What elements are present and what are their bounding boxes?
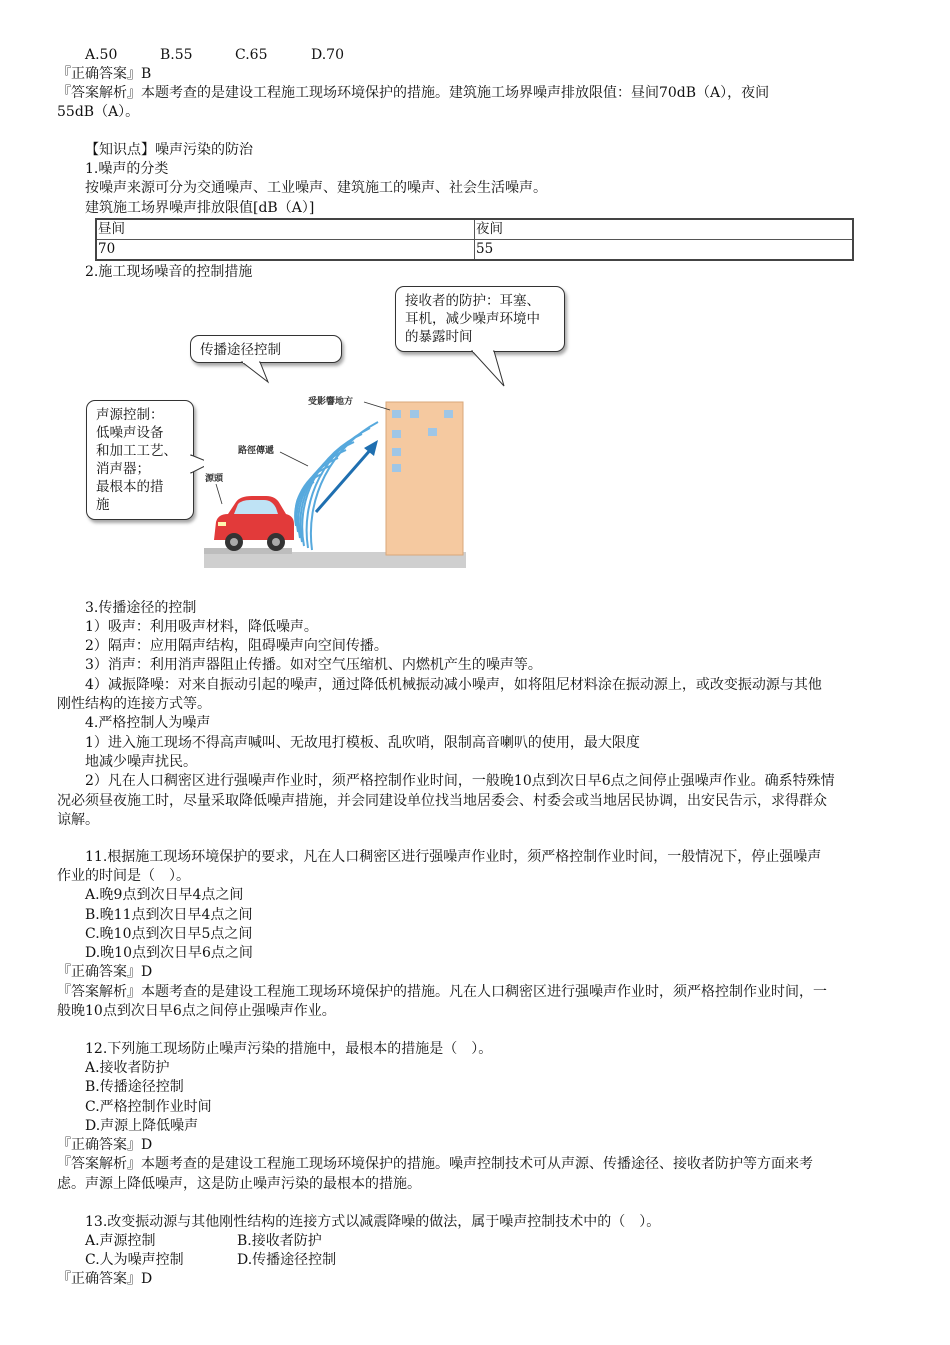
table-cell-day: 70: [96, 240, 475, 261]
source-bubble-line: 施: [96, 497, 110, 513]
receiver-bubble-tail: [470, 350, 510, 390]
section3-item: 1）吸声：利用吸声材料，降低噪声。: [85, 619, 318, 635]
q10-option-b: B.55: [160, 47, 193, 63]
noise-limit-table: [95, 218, 854, 261]
q11-answer: 『正确答案』D: [57, 964, 153, 980]
section4-item: 2）凡在人口稠密区进行强噪声作业时，须严格控制作业时间，一般晚10点到次日早6点之间停止强噪声作业。确系特殊情: [85, 773, 835, 789]
label-affected-area: 受影響地方: [308, 397, 354, 407]
section4-item: 况必须昼夜施工时，尽量采取降低噪声措施，并会同建设单位找当地居委会、村委会或当地居民协调，出安民告示，求得群众: [57, 793, 827, 809]
q10-option-d: D.70: [311, 47, 344, 63]
receiver-bubble-line: 耳机，减少噪声环境中: [405, 311, 540, 327]
q12-stem: 12.下列施工现场防止噪声污染的措施中，最根本的措施是（ ）。: [85, 1041, 493, 1057]
building: [386, 402, 463, 555]
section3-heading: 3.传播途径的控制: [85, 600, 197, 616]
source-control-bubble: [86, 400, 194, 520]
q11-analysis-line1: 『答案解析』本题考查的是建设工程施工现场环境保护的措施。凡在人口稠密区进行强噪声作业时，须严格控制作业时间，一: [57, 984, 827, 1000]
q11-analysis-line2: 般晚10点到次日早6点之间停止强噪声作业。: [57, 1003, 336, 1019]
q10-answer: 『正确答案』B: [57, 66, 152, 82]
source-bubble-line: 声源控制：: [96, 407, 164, 423]
window: [410, 410, 419, 418]
q11-option-b: B.晚11点到次日早4点之间: [85, 907, 253, 923]
section4-item: 地减少噪声扰民。: [85, 754, 197, 770]
q12-option-c: C.严格控制作业时间: [85, 1099, 212, 1115]
window: [392, 448, 401, 456]
knowledge-title: 【知识点】噪声污染的防治: [85, 142, 253, 158]
q12-answer: 『正确答案』D: [57, 1137, 153, 1153]
receiver-protection-bubble: [395, 286, 565, 352]
q12-option-b: B.传播途径控制: [85, 1079, 184, 1095]
receiver-bubble-line: 的暴露时间: [405, 329, 473, 345]
q11-stem-line2: 作业的时间是（ ）。: [57, 868, 190, 884]
q12-analysis-line2: 虑。声源上降低噪声，这是防止噪声污染的最根本的措施。: [57, 1176, 421, 1192]
section3-item: 刚性结构的连接方式等。: [57, 696, 211, 712]
q12-option-a: A.接收者防护: [85, 1060, 170, 1076]
q11-option-d: D.晚10点到次日早6点之间: [85, 945, 253, 961]
table-row: [96, 240, 853, 261]
source-bubble-line: 消声器；: [96, 461, 150, 477]
q10-analysis-line2: 55dB（A）。: [57, 104, 140, 120]
section3-item: 3）消声：利用消声器阻止传播。如对空气压缩机、内燃机产生的噪声等。: [85, 657, 542, 673]
window: [428, 428, 437, 436]
receiver-bubble-line: 接收者的防护：耳塞、: [405, 293, 540, 309]
q11-option-c: C.晚10点到次日早5点之间: [85, 926, 253, 942]
q13-option-c: C.人为噪声控制: [85, 1252, 184, 1268]
source-bubble-line: 和加工工艺、: [96, 443, 177, 459]
table-header-row: [96, 219, 853, 240]
section4-item: 1）进入施工现场不得高声喊叫、无故甩打模板、乱吹哨，限制高音喇叭的使用，最大限度: [85, 735, 640, 751]
source-bubble-line: 最根本的措: [96, 479, 164, 495]
q10-option-c: C.65: [235, 47, 268, 63]
section1-heading: 1.噪声的分类: [85, 161, 169, 177]
section3-item: 4）减振降噪：对来自振动引起的噪声，通过降低机械振动减小噪声，如将阻尼材料涂在振动源上，或改变振动源与其他: [85, 677, 822, 693]
table-cell-night: 55: [475, 240, 854, 261]
q10-analysis-line1: 『答案解析』本题考查的是建设工程施工现场环境保护的措施。建筑施工场界噪声排放限值：昼间70dB（A），夜间: [57, 85, 770, 101]
q13-stem: 13.改变振动源与其他刚性结构的连接方式以减震降噪的做法，属于噪声控制技术中的（ ）。: [85, 1214, 661, 1230]
table-caption: 建筑施工场界噪声排放限值[dB（A）]: [85, 200, 315, 216]
noise-propagation-illustration: [204, 390, 466, 568]
source-bubble-line: 低噪声设备: [96, 425, 164, 441]
q10-option-a: A.50: [85, 47, 118, 63]
q11-option-a: A.晚9点到次日早4点之间: [85, 887, 244, 903]
section4-heading: 4.严格控制人为噪声: [85, 715, 211, 731]
q11-stem-line1: 11.根据施工现场环境保护的要求，凡在人口稠密区进行强噪声作业时，须严格控制作业时间，一般情况下，停止强噪声: [85, 849, 822, 865]
window: [444, 410, 453, 418]
window: [392, 410, 401, 418]
table-header-day: 昼间: [96, 219, 475, 240]
section2-heading: 2.施工现场噪音的控制措施: [85, 264, 253, 280]
q13-option-d: D.传播途径控制: [237, 1252, 337, 1268]
label-source: 源頭: [205, 474, 224, 484]
section1-text: 按噪声来源可分为交通噪声、工业噪声、建筑施工的噪声、社会生活噪声。: [85, 180, 547, 196]
section3-item: 2）隔声：应用隔声结构，阻碍噪声向空间传播。: [85, 638, 388, 654]
label-propagation: 路徑傳遞: [238, 446, 275, 456]
window: [392, 430, 401, 438]
q13-option-b: B.接收者防护: [237, 1233, 322, 1249]
q12-analysis-line1: 『答案解析』本题考查的是建设工程施工现场环境保护的措施。噪声控制技术可从声源、传播途径、接收者防护等方面来考: [57, 1156, 813, 1172]
path-control-bubble: 传播途径控制: [190, 335, 342, 363]
section4-item: 谅解。: [57, 812, 99, 828]
q13-option-a: A.声源控制: [85, 1233, 156, 1249]
q13-answer: 『正确答案』D: [57, 1271, 153, 1287]
table-header-night: 夜间: [475, 219, 854, 240]
window: [392, 464, 401, 472]
q12-option-d: D.声源上降低噪声: [85, 1118, 199, 1134]
path-bubble-tail: [240, 362, 280, 392]
